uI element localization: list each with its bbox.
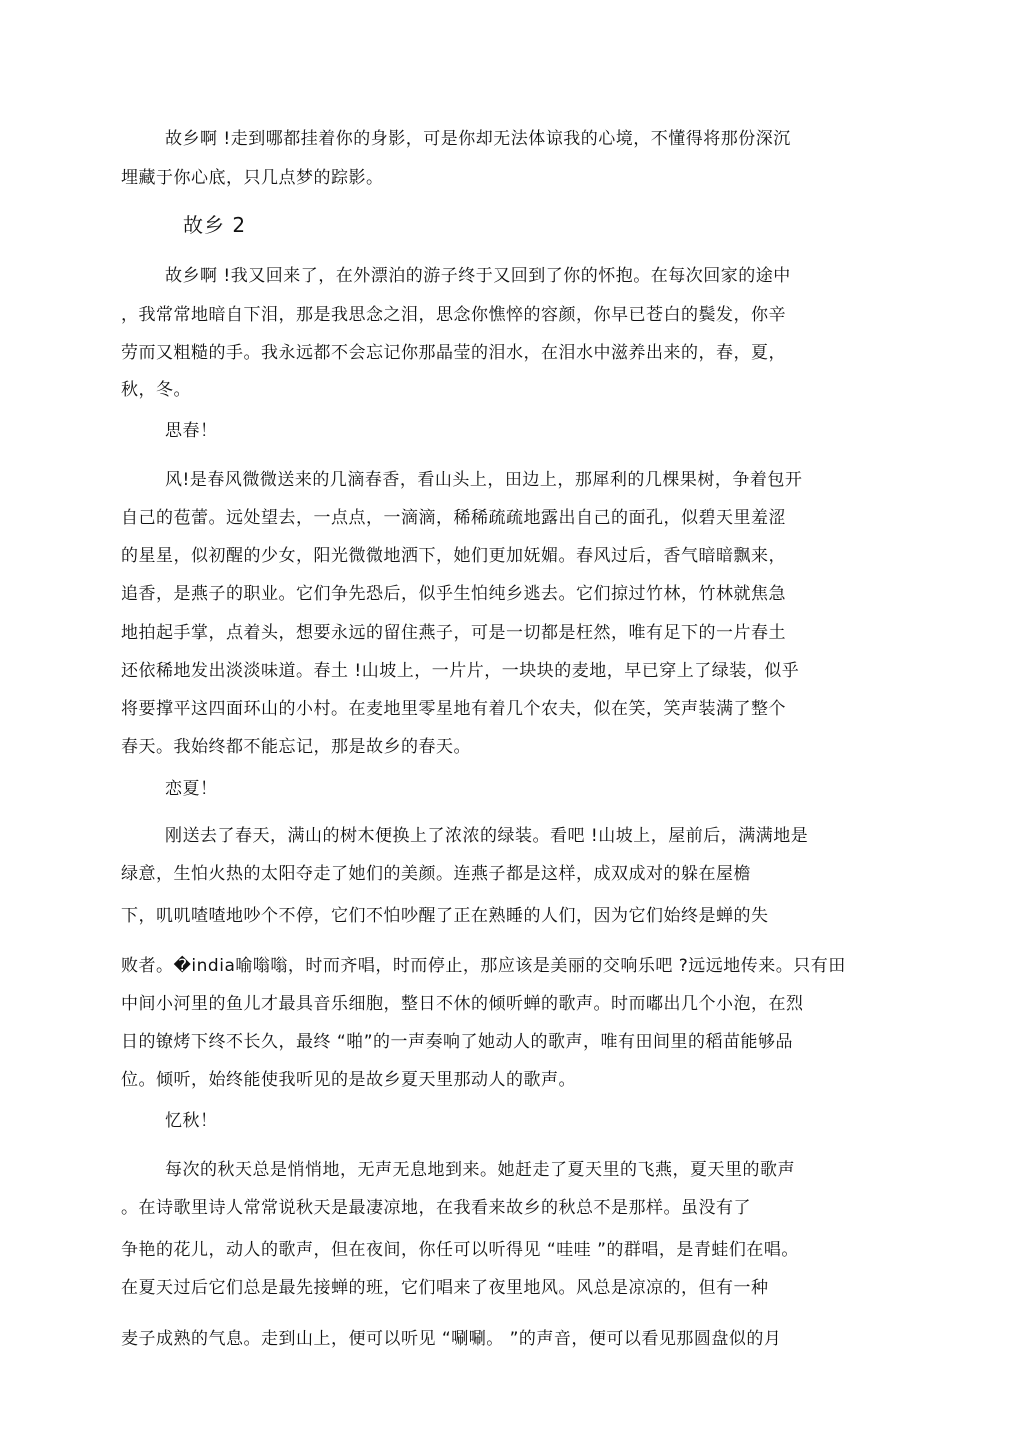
text-line: 中间小河里的鱼儿才最具音乐细胞，整日不休的倾听蝉的歌声。时而嘟出几个小泡，在烈 [121, 994, 804, 1014]
text-line: 春天。我始终都不能忘记，那是故乡的春天。 [121, 737, 471, 757]
text-line: 追香，是燕子的职业。它们争先恐后，似乎生怕纯乡逃去。它们掠过竹林，竹林就焦急 [121, 584, 786, 604]
section-heading: 故乡 2 [183, 213, 247, 237]
text-line: 劳而又粗糙的手。我永远都不会忘记你那晶莹的泪水，在泪水中滋养出来的，春，夏， [121, 343, 786, 363]
text-line: 绿意，生怕火热的太阳夺走了她们的美颜。连燕子都是这样，成双成对的躲在屋檐 [121, 864, 751, 884]
text-line: 将要撑平这四面环山的小村。在麦地里零星地有着几个农夫，似在笑，笑声装满了整个 [121, 699, 786, 719]
text-line: ，我常常地暗自下泪，那是我思念之泪，思念你憔悴的容颜，你早已苍白的鬓发，你辛 [121, 305, 786, 325]
text-line: 刚送去了春天，满山的树木便换上了浓浓的绿装。看吧 !山坡上，屋前后，满满地是 [165, 826, 809, 846]
text-line: 秋，冬。 [121, 380, 191, 400]
subheading: 思春！ [165, 421, 218, 441]
text-line: 争艳的花儿，动人的歌声，但在夜间，你任可以听得见 “哇哇 ”的群唱，是青蛙们在唱。 [121, 1240, 799, 1260]
text-line: 故乡啊 !走到哪都挂着你的身影，可是你却无法体谅我的心境，不懂得将那份深沉 [165, 129, 791, 149]
text-line: 在夏天过后它们总是最先接蝉的班，它们唱来了夜里地风。风总是凉凉的，但有一种 [121, 1278, 769, 1298]
text-line: 还依稀地发出淡淡味道。春土 !山坡上，一片片，一块块的麦地，早已穿上了绿装，似乎 [121, 661, 800, 681]
text-line: 地拍起手掌，点着头，想要永远的留住燕子，可是一切都是枉然，唯有足下的一片春土 [121, 623, 786, 643]
text-line: 日的镣烤下终不长久，最终 “啪”的一声奏响了她动人的歌声，唯有田间里的稻苗能够品 [121, 1032, 794, 1052]
text-line: 位。倾听，始终能使我听见的是故乡夏天里那动人的歌声。 [121, 1070, 576, 1090]
text-line: 的星星，似初醒的少女，阳光微微地洒下，她们更加妩媚。春风过后，香气暗暗飘来， [121, 546, 786, 566]
text-line: 埋藏于你心底，只几点梦的踪影。 [121, 168, 384, 188]
text-line: 下，叽叽喳喳地吵个不停，它们不怕吵醒了正在熟睡的人们，因为它们始终是蝉的失 [121, 906, 769, 926]
subheading: 恋夏！ [165, 779, 218, 799]
text-line: 败者。�india喻嗡嗡，时而齐唱，时而停止，那应该是美丽的交响乐吧 ?远远地传来。只有田 [121, 956, 846, 976]
text-line: 风!是春风微微送来的几滴春香，看山头上，田边上，那犀利的几棵果树，争着包开 [165, 470, 803, 490]
text-line: 麦子成熟的气息。走到山上，便可以听见 “唰唰。 ”的声音，便可以看见那圆盘似的月 [121, 1329, 782, 1349]
text-line: 。在诗歌里诗人常常说秋天是最凄凉地，在我看来故乡的秋总不是那样。虽没有了 [121, 1198, 751, 1218]
text-line: 自己的苞蕾。远处望去，一点点，一滴滴，稀稀疏疏地露出自己的面孔，似碧天里羞涩 [121, 508, 786, 528]
text-line: 每次的秋天总是悄悄地，无声无息地到来。她赶走了夏天里的飞燕，夏天里的歌声 [165, 1160, 795, 1180]
subheading: 忆秋！ [165, 1111, 218, 1131]
text-line: 故乡啊 !我又回来了，在外漂泊的游子终于又回到了你的怀抱。在每次回家的途中 [165, 266, 791, 286]
